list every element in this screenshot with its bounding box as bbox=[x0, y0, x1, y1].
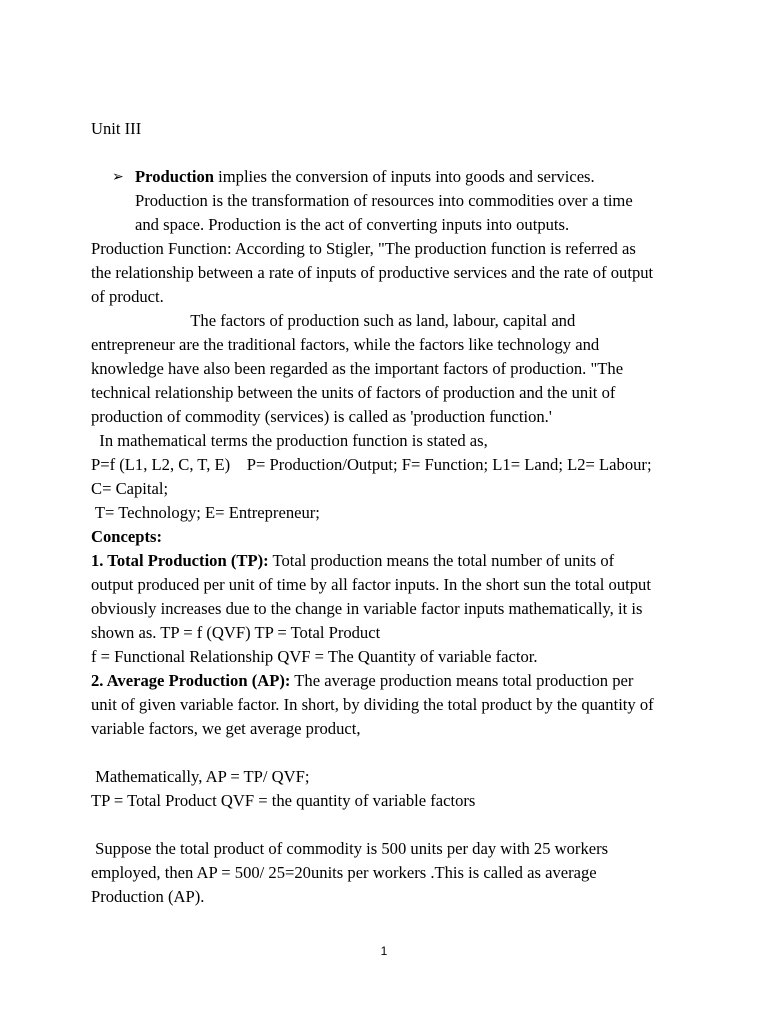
paragraph-line: employed, then AP = 500/ 25=20units per workers .This is called as average bbox=[91, 863, 597, 882]
production-term: Production bbox=[135, 167, 214, 186]
paragraph-line: Suppose the total product of commodity is 500 units per day with 25 workers bbox=[91, 839, 609, 858]
formula-line: P=f (L1, L2, C, T, E) P= Production/Output; F= Function; L1= Land; L2= Labour; bbox=[91, 455, 652, 474]
average-production-section bbox=[91, 669, 701, 741]
paragraph-line: Production Function: According to Stigler, "The production function is referred as bbox=[91, 239, 636, 258]
example-paragraph bbox=[91, 837, 701, 909]
bullet-line-1-text: implies the conversion of inputs into goods and services. bbox=[213, 167, 595, 186]
total-production-section bbox=[91, 549, 701, 669]
total-production-line-1-text: Total production means the total number of units of bbox=[268, 551, 615, 570]
paragraph-line: knowledge have also been regarded as the important factors of production. "The bbox=[91, 359, 624, 378]
average-production-line-1 bbox=[91, 669, 701, 693]
average-production-line-1-text: The average production means total production per bbox=[290, 671, 634, 690]
paragraph-line: obviously increases due to the change in variable factor inputs mathematically, it is bbox=[91, 599, 643, 618]
paragraph-line: variable factors, we get average product, bbox=[91, 719, 361, 738]
production-bullet bbox=[91, 165, 701, 237]
paragraph-line: technical relationship between the units of factors of production and the unit of bbox=[91, 383, 616, 402]
paragraph-line: production of commodity (services) is called as 'production function.' bbox=[91, 407, 552, 426]
paragraph-line: In mathematical terms the production function is stated as, bbox=[91, 431, 488, 450]
total-production-label: 1. Total Production (TP): bbox=[91, 551, 269, 570]
average-production-label: 2. Average Production (AP): bbox=[91, 671, 291, 690]
paragraph-line: f = Functional Relationship QVF = The Quantity of variable factor. bbox=[91, 647, 538, 666]
paragraph-line: T= Technology; E= Entrepreneur; bbox=[91, 503, 320, 522]
paragraph-line: Production (AP). bbox=[91, 887, 205, 906]
paragraph-line: unit of given variable factor. In short, by dividing the total product by the quantity of bbox=[91, 695, 654, 714]
paragraph-line: output produced per unit of time by all factor inputs. In the short sun the total output bbox=[91, 575, 651, 594]
page-number: 1 bbox=[380, 944, 388, 958]
production-function-paragraph bbox=[91, 237, 701, 309]
bullet-line-2: Production is the transformation of resources into commodities over a time bbox=[135, 191, 633, 210]
paragraph-line: TP = Total Product QVF = the quantity of variable factors bbox=[91, 791, 476, 810]
unit-heading: Unit III bbox=[91, 119, 142, 138]
paragraph-line: of product. bbox=[91, 287, 164, 306]
blank-line bbox=[91, 813, 701, 837]
blank-line bbox=[91, 741, 701, 765]
blank-line bbox=[91, 141, 701, 165]
paragraph-line: the relationship between a rate of inputs of productive services and the rate of output bbox=[91, 263, 654, 282]
paragraph-line: The factors of production such as land, labour, capital and bbox=[91, 311, 576, 330]
paragraph-line: entrepreneur are the traditional factors, while the factors like technology and bbox=[91, 335, 600, 354]
math-terms-paragraph bbox=[91, 429, 701, 525]
paragraph-line: C= Capital; bbox=[91, 479, 169, 498]
concepts-heading: Concepts: bbox=[91, 527, 162, 546]
total-production-line-1 bbox=[91, 549, 701, 573]
formula-line: Mathematically, AP = TP/ QVF; bbox=[91, 767, 310, 786]
bullet-line-3: and space. Production is the act of converting inputs into outputs. bbox=[135, 215, 570, 234]
factors-paragraph bbox=[91, 309, 701, 429]
mathematically-paragraph bbox=[91, 765, 701, 813]
arrow-bullet-icon: ➢ bbox=[112, 169, 124, 185]
paragraph-line: shown as. TP = f (QVF) TP = Total Product bbox=[91, 623, 381, 642]
bullet-line-1 bbox=[91, 165, 701, 189]
document-body bbox=[91, 117, 701, 909]
